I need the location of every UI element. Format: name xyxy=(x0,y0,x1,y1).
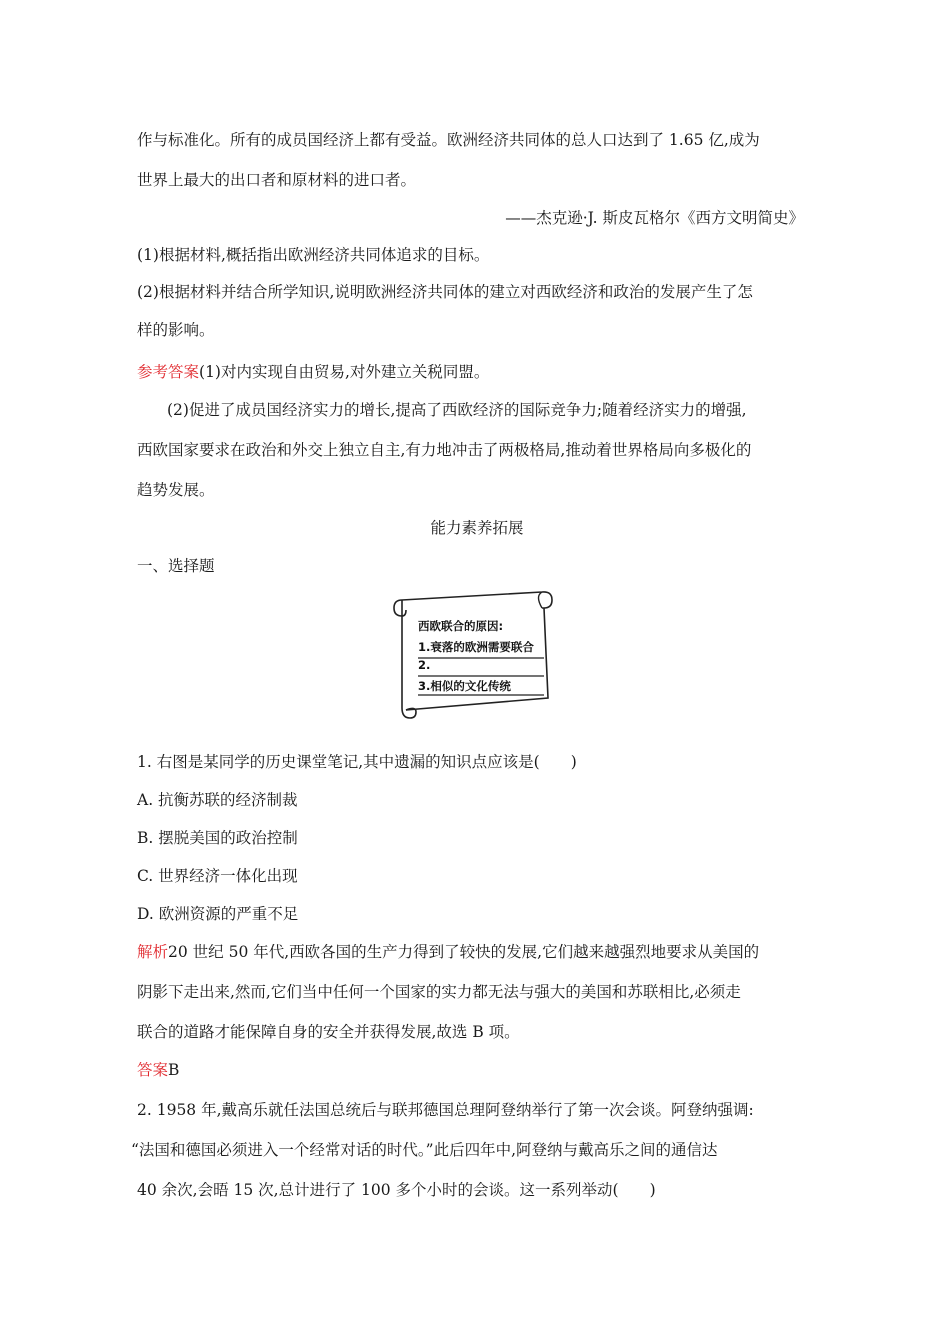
answer-line-1: (2)促进了成员国经济实力的增长,提高了西欧经济的国际竞争力;随着经济实力的增强, xyxy=(167,401,747,419)
scroll-note-item-3: 3.相似的文化传统 xyxy=(418,679,511,693)
scroll-note-item-2: 2. xyxy=(418,658,431,672)
q2-stem-3: 40 余次,会晤 15 次,总计进行了 100 多个小时的会谈。这一系列举动( ) xyxy=(137,1181,656,1199)
reference-answer-label: 参考答案 xyxy=(137,363,200,381)
q1-option-b: B. 摆脱美国的政治控制 xyxy=(137,829,298,847)
analysis-line-2: 阴影下走出来,然而,它们当中任何一个国家的实力都无法与强大的美国和苏联相比,必须走 xyxy=(137,983,741,1001)
q1-option-c: C. 世界经济一体化出现 xyxy=(137,867,298,885)
answer-line-3: 趋势发展。 xyxy=(137,481,215,499)
passage-line-1: 作与标准化。所有的成员国经济上都有受益。欧洲经济共同体的总人口达到了 1.65 亿,成为 xyxy=(137,131,760,149)
q1-option-d: D. 欧洲资源的严重不足 xyxy=(137,905,299,923)
reference-answer-text: (1)对内实现自由贸易,对外建立关税同盟。 xyxy=(199,363,490,381)
analysis-line-3: 联合的道路才能保障自身的安全并获得发展,故选 B 项。 xyxy=(137,1023,520,1041)
q1-answer xyxy=(137,1060,817,1080)
answer-text: B xyxy=(168,1061,180,1079)
question-1-prompt: (1)根据材料,概括指出欧洲经济共同体追求的目标。 xyxy=(137,246,490,264)
analysis-text: 20 世纪 50 年代,西欧各国的生产力得到了较快的发展,它们越来越强烈地要求从美国的 xyxy=(168,943,760,961)
scroll-note-item-1: 1.衰落的欧洲需要联合 xyxy=(418,640,534,654)
answer-label: 答案 xyxy=(137,1061,169,1079)
citation: ——杰克逊·J. 斯皮瓦格尔《西方文明简史》 xyxy=(505,209,804,227)
analysis-label: 解析 xyxy=(137,943,169,961)
question-2-prompt-cont: 样的影响。 xyxy=(137,321,215,339)
q1-stem: 1. 右图是某同学的历史课堂笔记,其中遗漏的知识点应该是( ) xyxy=(137,753,577,771)
reference-answer xyxy=(137,362,817,382)
question-2-prompt: (2)根据材料并结合所学知识,说明欧洲经济共同体的建立对西欧经济和政治的发展产生了怎 xyxy=(137,283,753,301)
answer-line-2: 西欧国家要求在政治和外交上独立自主,有力地冲击了两极格局,推动着世界格局向多极化的 xyxy=(137,441,752,459)
scroll-note-title: 西欧联合的原因: xyxy=(418,619,504,633)
section-title: 能力素养拓展 xyxy=(430,519,524,537)
q2-stem-1: 2. 1958 年,戴高乐就任法国总统后与联邦德国总理阿登纳举行了第一次会谈。阿登纳强调: xyxy=(137,1101,754,1119)
q1-option-a: A. 抗衡苏联的经济制裁 xyxy=(137,791,298,809)
part-title: 一、选择题 xyxy=(137,557,215,575)
scroll-note-figure xyxy=(392,588,560,720)
passage-line-2: 世界上最大的出口者和原材料的进口者。 xyxy=(137,171,417,189)
q1-analysis xyxy=(137,942,817,962)
q2-stem-2: “法国和德国必须进入一个经常对话的时代。”此后四年中,阿登纳与戴高乐之间的通信达 xyxy=(131,1141,718,1159)
